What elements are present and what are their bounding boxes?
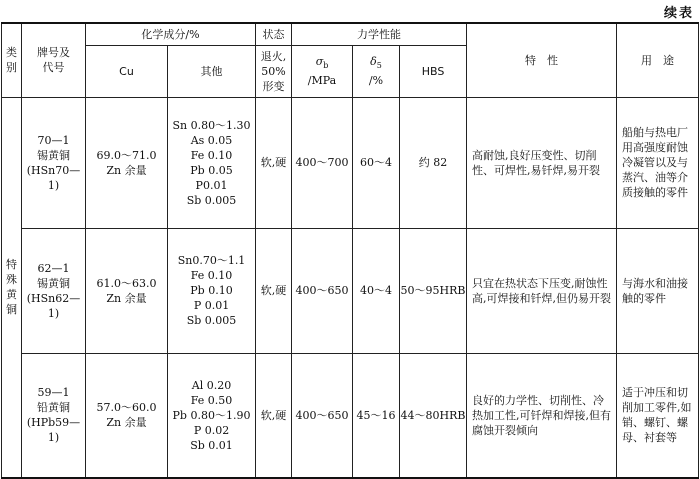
delta-cell: 60～4 xyxy=(353,97,400,228)
sigma-symbol: σ xyxy=(315,54,324,68)
hbs-cell: 50～95HRB xyxy=(400,228,467,353)
table-row xyxy=(2,97,699,228)
delta-cell: 40～4 xyxy=(353,228,400,353)
sigma-cell: 400～650 xyxy=(292,353,353,478)
cu-cell: 57.0～60.0 Zn 余量 xyxy=(86,353,168,478)
hbs-cell: 44～80HRB xyxy=(400,353,467,478)
header-grade: 牌号及 代号 xyxy=(22,23,86,97)
other-cell: Sn0.70～1.1 Fe 0.10 Pb 0.10 P 0.01 Sb 0.005 xyxy=(168,228,256,353)
table-row xyxy=(2,353,699,478)
header-property: 特 性 xyxy=(467,23,617,97)
usage-cell: 与海水和油接触的零件 xyxy=(617,228,699,353)
state-cell: 软,硬 xyxy=(256,353,292,478)
property-cell: 良好的力学性、切削性、冷热加工性,可钎焊和焊接,但有腐蚀开裂倾向 xyxy=(467,353,617,478)
header-chem: 化学成分/% xyxy=(86,23,256,45)
header-usage: 用 途 xyxy=(617,23,699,97)
header-mech: 力学性能 xyxy=(292,23,467,45)
category-cell: 特殊黄铜 xyxy=(2,97,22,478)
grade-cell: 59—1 铅黄铜 (HPb59—1) xyxy=(22,353,86,478)
header-state-sub: 退火, 50% 形变 xyxy=(256,45,292,97)
sigma-cell: 400～650 xyxy=(292,228,353,353)
header-delta xyxy=(353,45,400,97)
header-other: 其他 xyxy=(168,45,256,97)
sigma-subscript: b xyxy=(323,61,329,71)
other-cell: Sn 0.80～1.30 As 0.05 Fe 0.10 Pb 0.05 P0.01 Sb 0.005 xyxy=(168,97,256,228)
usage-cell: 适于冲压和切削加工零件,如销、螺钉、螺母、衬套等 xyxy=(617,353,699,478)
sigma-cell: 400～700 xyxy=(292,97,353,228)
property-cell: 高耐蚀,良好压变性、切削性、可焊性,易钎焊,易开裂 xyxy=(467,97,617,228)
header-sigma xyxy=(292,45,353,97)
other-cell: Al 0.20 Fe 0.50 Pb 0.80～1.90 P 0.02 Sb 0.01 xyxy=(168,353,256,478)
grade-cell: 70—1 锡黄铜 (HSn70—1) xyxy=(22,97,86,228)
delta-symbol: δ xyxy=(370,54,377,68)
header-row-1 xyxy=(2,23,699,45)
state-cell: 软,硬 xyxy=(256,228,292,353)
cu-cell: 69.0～71.0 Zn 余量 xyxy=(86,97,168,228)
brass-properties-table xyxy=(1,22,699,479)
header-hbs: HBS xyxy=(400,45,467,97)
header-category: 类别 xyxy=(2,23,22,97)
property-cell: 只宜在热状态下压变,耐蚀性高,可焊接和钎焊,但仍易开裂 xyxy=(467,228,617,353)
grade-cell: 62—1 锡黄铜 (HSn62—1) xyxy=(22,228,86,353)
usage-cell: 船舶与热电厂用高强度耐蚀冷凝管以及与蒸汽、油等介质接触的零件 xyxy=(617,97,699,228)
delta-subscript: 5 xyxy=(376,61,382,71)
delta-unit: /% xyxy=(368,74,384,88)
hbs-cell: 约 82 xyxy=(400,97,467,228)
state-cell: 软,硬 xyxy=(256,97,292,228)
table-row xyxy=(2,228,699,353)
header-state: 状态 xyxy=(256,23,292,45)
header-cu: Cu xyxy=(86,45,168,97)
delta-cell: 45～16 xyxy=(353,353,400,478)
continued-label: 续表 xyxy=(663,6,694,21)
cu-cell: 61.0～63.0 Zn 余量 xyxy=(86,228,168,353)
sigma-unit: /MPa xyxy=(307,74,337,88)
